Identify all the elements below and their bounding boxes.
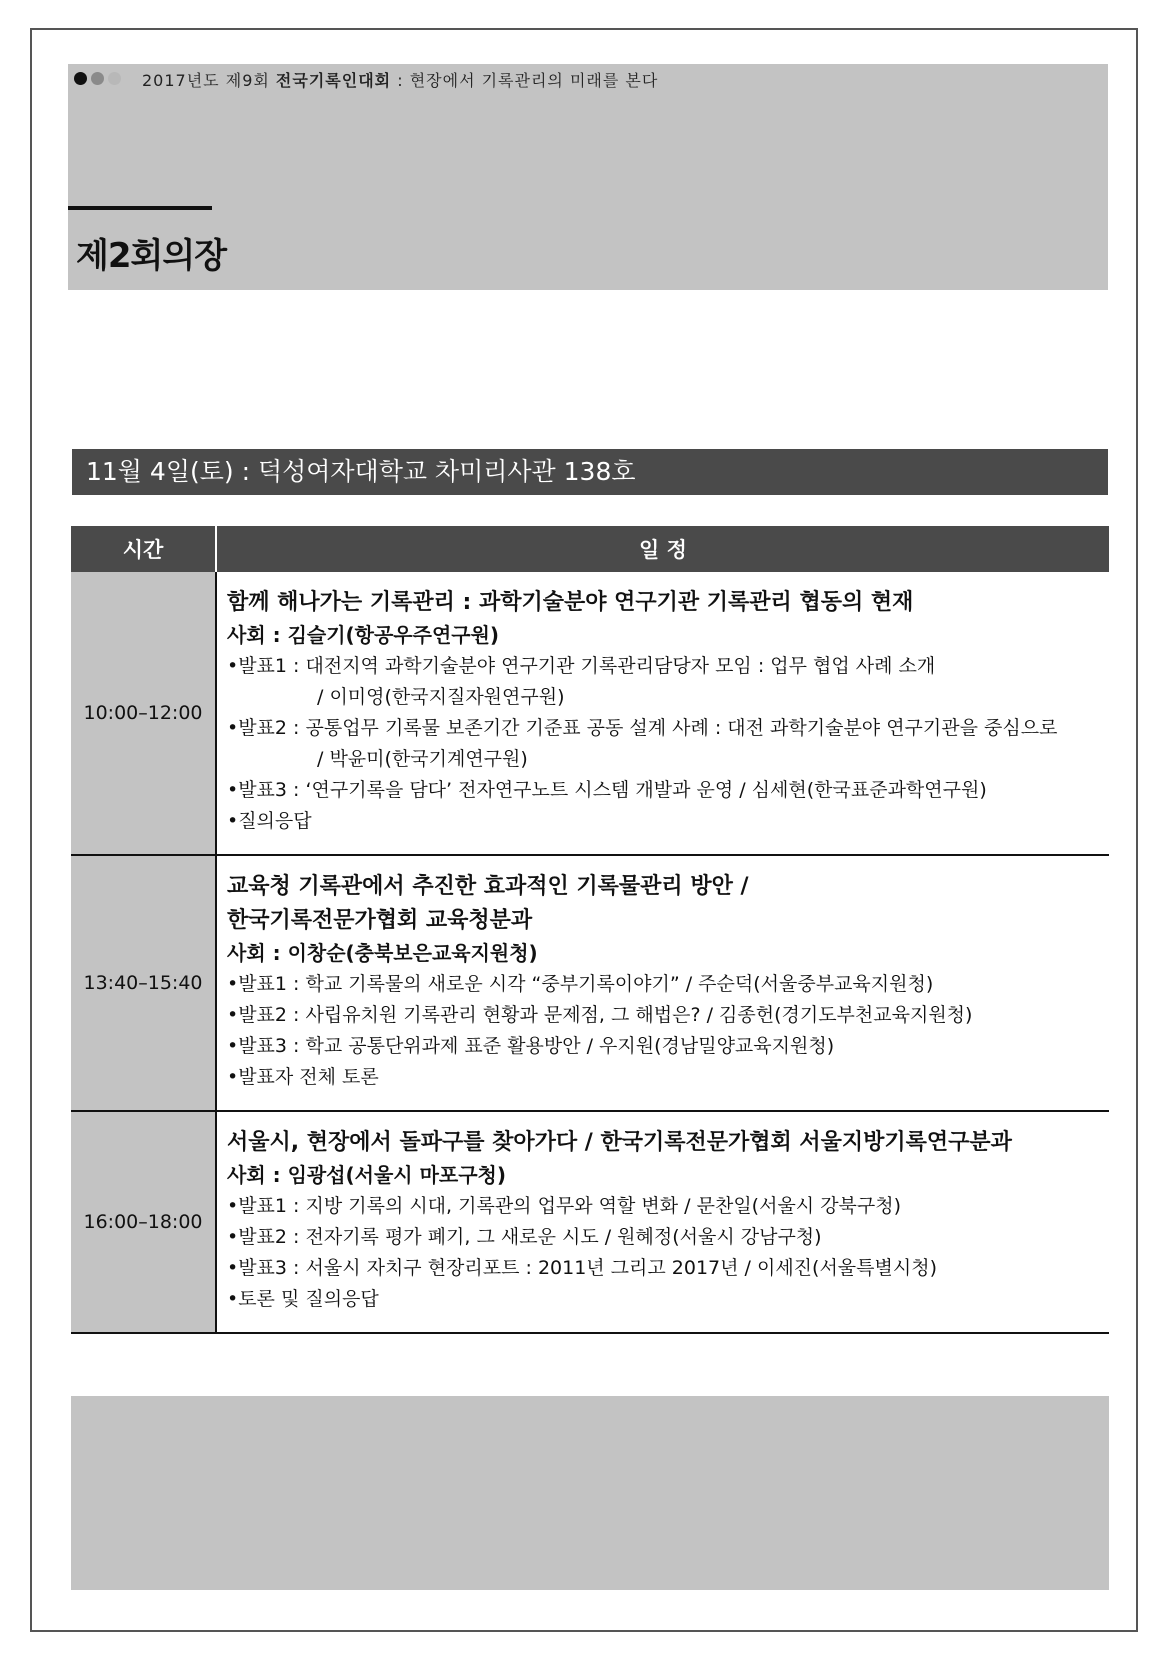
presentation-item: •발표1 : 대전지역 과학기술분야 연구기관 기록관리담당자 모임 : 업무 협업 사례 소개 xyxy=(227,655,936,677)
presentation-item: •질의응답 xyxy=(227,810,312,832)
presenter-line: / 박윤미(한국기계연구원) xyxy=(317,748,528,770)
session-title: 한국기록전문가협회 교육청분과 xyxy=(227,908,533,933)
presentation-item: •발표2 : 사립유치원 기록관리 현황과 문제점, 그 해법은? / 김종헌(경기도부천교육지원청) xyxy=(227,1004,973,1026)
session-title: 함께 해나가는 기록관리 : 과학기술분야 연구기관 기록관리 협동의 현재 xyxy=(227,590,914,615)
presentation-item: •토론 및 질의응답 xyxy=(227,1288,379,1310)
schedule-column-header: 일 정 xyxy=(216,526,1109,572)
presentation-item: •발표자 전체 토론 xyxy=(227,1066,379,1088)
title-rule xyxy=(68,206,212,210)
session-row xyxy=(71,855,1109,1111)
session-row xyxy=(71,1111,1109,1333)
session-body xyxy=(216,572,1109,855)
session-time: 13:40–15:40 xyxy=(71,855,216,1111)
session-moderator: 사회 : 김슬기(항공우주연구원) xyxy=(227,623,500,647)
conference-title: 2017년도 제9회 전국기록인대회 : 현장에서 기록관리의 미래를 본다 xyxy=(142,71,659,90)
presentation-item: •발표1 : 지방 기록의 시대, 기록관의 업무와 역할 변화 / 문찬일(서울시 강북구청) xyxy=(227,1195,902,1217)
schedule-table xyxy=(71,526,1109,1334)
session-body xyxy=(216,855,1109,1111)
presentation-item: •발표1 : 학교 기록물의 새로운 시각 “중부기록이야기” / 주순덕(서울중부교육지원청) xyxy=(227,973,934,995)
date-venue-bar: 11월 4일(토) : 덕성여자대학교 차미리사관 138호 xyxy=(72,449,1108,495)
session-time: 16:00–18:00 xyxy=(71,1111,216,1333)
session-title: 서울시, 현장에서 돌파구를 찾아가다 / 한국기록전문가협회 서울지방기록연구분과 xyxy=(227,1130,1012,1155)
presentation-item: •발표3 : 서울시 자치구 현장리포트 : 2011년 그리고 2017년 / 이세진(서울특별시청) xyxy=(227,1257,937,1279)
bullet-dots-icon xyxy=(74,70,121,86)
session-moderator: 사회 : 임광섭(서울시 마포구청) xyxy=(227,1163,507,1187)
session-body xyxy=(216,1111,1109,1333)
session-moderator: 사회 : 이창순(충북보은교육지원청) xyxy=(227,941,538,965)
hall-title: 제2회의장 xyxy=(76,236,227,276)
presentation-item: •발표2 : 전자기록 평가 폐기, 그 새로운 시도 / 원혜정(서울시 강남구청) xyxy=(227,1226,822,1248)
presentation-item: •발표2 : 공통업무 기록물 보존기간 기준표 공동 설계 사례 : 대전 과학기술분야 연구기관을 중심으로 xyxy=(227,717,1058,739)
presenter-line: / 이미영(한국지질자원연구원) xyxy=(317,686,565,708)
session-time: 10:00–12:00 xyxy=(71,572,216,855)
session-row xyxy=(71,572,1109,855)
presentation-item: •발표3 : ‘연구기록을 담다’ 전자연구노트 시스템 개발과 운영 / 심세현(한국표준과학연구원) xyxy=(227,779,987,801)
presentation-item: •발표3 : 학교 공통단위과제 표준 활용방안 / 우지원(경남밀양교육지원청) xyxy=(227,1035,835,1057)
footer-band xyxy=(71,1396,1109,1590)
time-column-header: 시간 xyxy=(71,526,216,572)
session-title: 교육청 기록관에서 추진한 효과적인 기록물관리 방안 / xyxy=(227,874,749,899)
